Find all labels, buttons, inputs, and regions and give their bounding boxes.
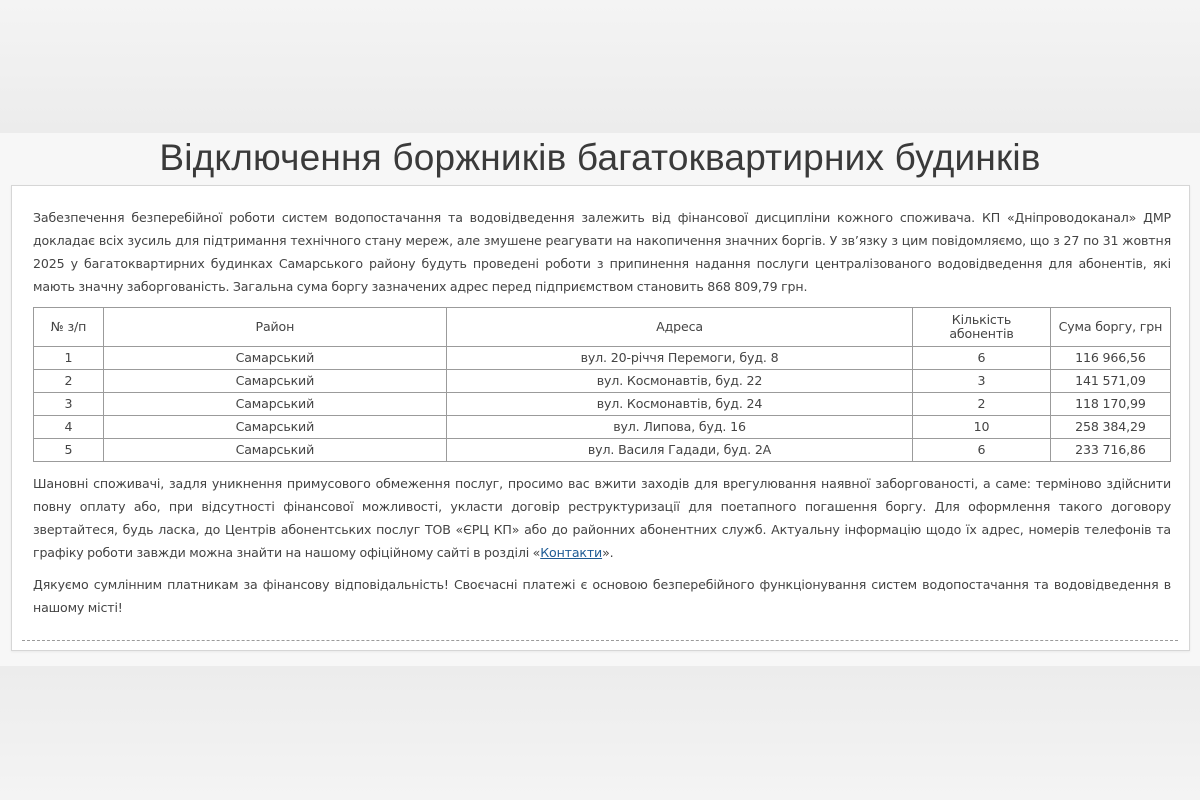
table-header-row: [34, 308, 1171, 347]
cell-debt-sum: 118 170,99: [1050, 393, 1170, 416]
cell-address: вул. Липова, буд. 16: [446, 416, 912, 439]
contacts-link[interactable]: Контакти: [540, 545, 603, 560]
cell-subscriber-count: 6: [913, 439, 1051, 462]
cell-subscriber-count: 10: [913, 416, 1051, 439]
cell-district: Самарський: [103, 416, 446, 439]
cell-address: вул. 20-річчя Перемоги, буд. 8: [446, 347, 912, 370]
appeal-text: Шановні споживачі, задля уникнення примусового обмеження послуг, просимо вас вжити заходів для врегулювання наявної заборгованості, а саме: терміново здійснити повну оплату або, при відсутності фінансової можливості, укласти договір реструктуризації для поетапного погашення боргу. Для оформлення такого договору звертайтеся, будь ласка, до Центрів абонентських послуг ТОВ «ЄРЦ КП» або до районних абонентних служб. Актуальну інформацію щодо їх адрес, номерів телефонів та графіку роботи завжди можна знайти на нашому офіційному сайті в розділі «: [33, 476, 1171, 560]
article-content-box: [11, 185, 1190, 651]
header-number: № з/п: [34, 308, 104, 347]
cell-number: 1: [34, 347, 104, 370]
cell-number: 3: [34, 393, 104, 416]
header-subscriber-count: [913, 308, 1051, 347]
cell-address: вул. Космонавтів, буд. 22: [446, 370, 912, 393]
cell-district: Самарський: [103, 439, 446, 462]
bottom-background-band: [0, 666, 1200, 800]
table-row: [34, 416, 1171, 439]
top-background-band: [0, 0, 1200, 133]
header-count-line2: абонентів: [949, 326, 1014, 341]
table-row: [34, 393, 1171, 416]
cell-number: 2: [34, 370, 104, 393]
cell-debt-sum: 116 966,56: [1050, 347, 1170, 370]
cell-debt-sum: 233 716,86: [1050, 439, 1170, 462]
article-body: [33, 206, 1171, 619]
cell-debt-sum: 258 384,29: [1050, 416, 1170, 439]
cell-subscriber-count: 6: [913, 347, 1051, 370]
closing-paragraph: Дякуємо сумлінним платникам за фінансову відповідальність! Своєчасні платежі є основою безперебійного функціонування систем водопостачання та водовідведення в нашому місті!: [33, 577, 1171, 615]
intro-paragraph: Забезпечення безперебійної роботи систем водопостачання та водовідведення залежить від фінансової дисципліни кожного споживача. КП «Дніпроводоканал» ДМР докладає всіх зусиль для підтримання технічного стану мереж, але змушене реагувати на накопичення значних боргів. У зв’язку з цим повідомляємо, що з 27 по 31 жовтня 2025 у багатоквартирних будинках Самарського району будуть проведені роботи з припинення надання послуги централізованого водовідведення для абонентів, які мають значну заборгованість. Загальна сума боргу зазначених адрес перед підприємством становить 868 809,79 грн.: [33, 210, 1171, 294]
header-district: Район: [103, 308, 446, 347]
appeal-text-end: ».: [602, 545, 614, 560]
appeal-paragraph: [33, 472, 1171, 564]
cell-debt-sum: 141 571,09: [1050, 370, 1170, 393]
table-row: [34, 439, 1171, 462]
cell-subscriber-count: 2: [913, 393, 1051, 416]
cell-district: Самарський: [103, 347, 446, 370]
debtors-table: [33, 307, 1171, 462]
header-address: Адреса: [446, 308, 912, 347]
header-count-line1: Кількість: [951, 312, 1012, 327]
table-row: [34, 347, 1171, 370]
table-row: [34, 370, 1171, 393]
cell-number: 4: [34, 416, 104, 439]
page-title: Відключення боржників багатоквартирних будинків: [159, 137, 1041, 178]
cell-subscriber-count: 3: [913, 370, 1051, 393]
header-debt-sum: Сума боргу, грн: [1050, 308, 1170, 347]
cell-address: вул. Василя Гадади, буд. 2А: [446, 439, 912, 462]
dashed-divider: [22, 640, 1178, 641]
cell-district: Самарський: [103, 393, 446, 416]
cell-address: вул. Космонавтів, буд. 24: [446, 393, 912, 416]
cell-number: 5: [34, 439, 104, 462]
cell-district: Самарський: [103, 370, 446, 393]
